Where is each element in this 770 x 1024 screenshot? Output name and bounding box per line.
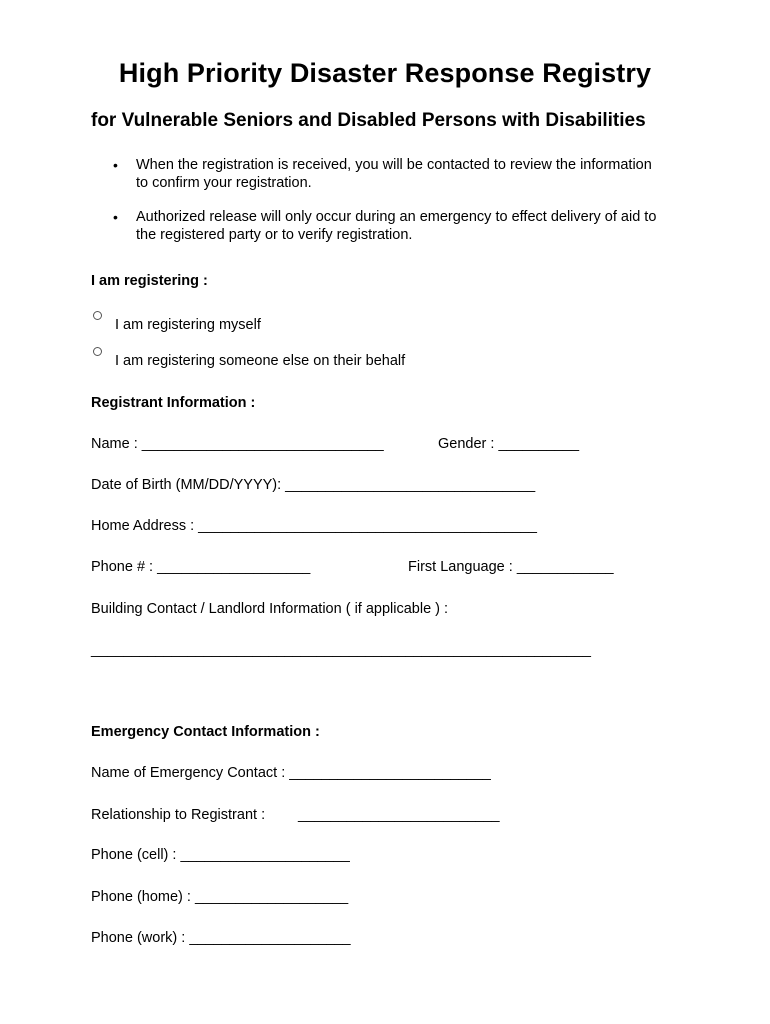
registering-heading: I am registering :: [91, 273, 208, 289]
page-subtitle: for Vulnerable Seniors and Disabled Persons with Disabilities: [91, 110, 646, 131]
bullet-icon: •: [113, 209, 118, 225]
bullet-text-line: Authorized release will only occur during an emergency to effect delivery of aid to: [136, 209, 657, 225]
radio-option-label: I am registering myself: [115, 317, 261, 333]
bullet-text-line: to confirm your registration.: [136, 175, 312, 191]
building-contact-field[interactable]: ______________________________________________________________: [91, 642, 591, 658]
phone-cell-field[interactable]: Phone (cell) : _____________________: [91, 847, 350, 863]
radio-option-label: I am registering someone else on their behalf: [115, 353, 406, 369]
emergency-contact-name-field[interactable]: Name of Emergency Contact : _________________________: [91, 765, 491, 781]
radio-button-icon[interactable]: [93, 347, 102, 356]
bullet-item-contact: [113, 156, 693, 192]
relationship-label: Relationship to Registrant :: [91, 807, 266, 823]
gender-field[interactable]: Gender : __________: [438, 436, 580, 452]
phone-work-field[interactable]: Phone (work) : ____________________: [91, 930, 351, 946]
relationship-field[interactable]: _________________________: [298, 807, 500, 823]
bullet-icon: •: [113, 157, 118, 173]
page-title: High Priority Disaster Response Registry: [118, 58, 652, 88]
bullet-text-line: When the registration is received, you will be contacted to review the information: [136, 157, 652, 173]
first-language-field[interactable]: First Language : ____________: [408, 559, 614, 575]
phone-home-field[interactable]: Phone (home) : ___________________: [91, 889, 349, 905]
phone-field[interactable]: Phone # : ___________________: [91, 559, 311, 575]
info-bullet-list: [113, 156, 693, 260]
name-field[interactable]: Name : ______________________________: [91, 436, 384, 452]
radio-option-myself[interactable]: [93, 311, 261, 333]
registrant-heading: Registrant Information :: [91, 395, 256, 411]
building-contact-label: Building Contact / Landlord Information ( if applicable ) :: [91, 601, 449, 617]
bullet-text-line: the registered party or to verify registration.: [136, 227, 413, 243]
radio-option-someone-else[interactable]: [93, 347, 405, 369]
bullet-item-release: [113, 208, 693, 244]
radio-button-icon[interactable]: [93, 311, 102, 320]
emergency-contact-heading: Emergency Contact Information :: [91, 724, 320, 740]
home-address-field[interactable]: Home Address : __________________________________________: [91, 518, 537, 534]
date-of-birth-field[interactable]: Date of Birth (MM/DD/YYYY): _______________________________: [91, 477, 536, 493]
